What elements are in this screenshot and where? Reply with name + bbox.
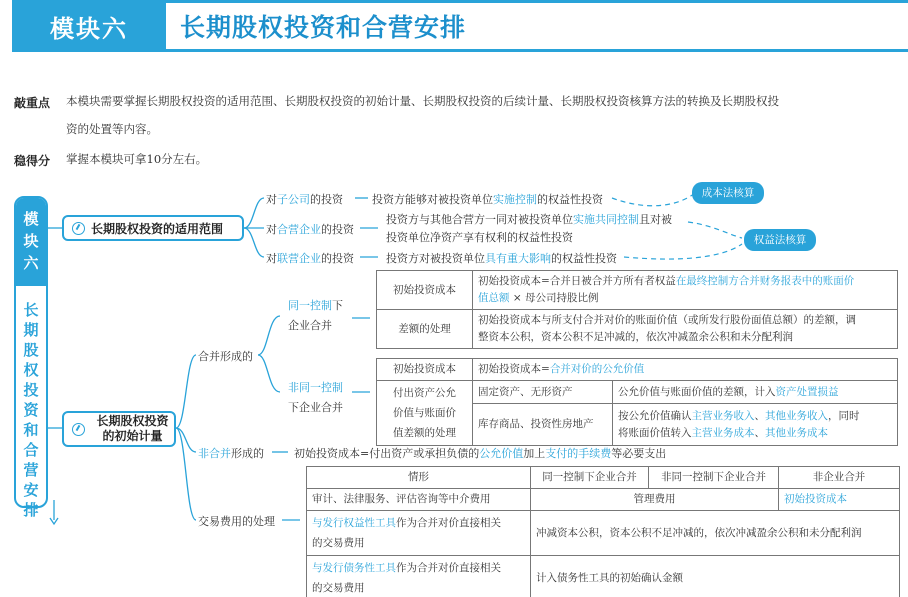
cell-difference: 初始投资成本与所支付合并对价的账面价值（或所发行股份面值总额）的差额，调 整资本公积，资本公积不足冲减的，依次冲减盈余公积和未分配利润 [473,310,898,349]
key-points-text: 本模块需要掌握长期股权投资的适用范围、长期股权投资的初始计量、长期股权投资的后续计量、长期股权投资核算方法的转换及长期股权投 资的处置等内容。 [66,94,779,136]
header-cell: 非企业合并 [779,467,900,489]
header-cell: 情形 [307,467,531,489]
sidebar-title: 长期股权投资和合营安排 [23,301,39,519]
scope-node: 长期股权投资的适用范围 [62,215,244,241]
diff-control-label: 非同一控制 下企业合并 [288,381,343,414]
fees-label: 交易费用的处理 [198,515,275,528]
treatment-cell: 计入债务性工具的初始确认金额 [531,556,900,597]
situation-cell: 与发行债务性工具作为合并对价直接相关 的交易费用 [307,556,531,597]
situation-cell: 审计、法律服务、评估咨询等中介费用 [307,489,531,511]
page-title: 长期股权投资和合营安排 [180,13,467,42]
scope-desc-associate: 投资方对被投资单位具有重大影响的权益性投资 [386,252,617,265]
scope-row-associate: 对联营企业的投资 [266,252,354,265]
cell-side-label: 付出资产公允 价值与账面价 值差额的处理 [377,381,473,446]
treatment-cell: 冲减资本公积，资本公积不足冲减的，依次冲减盈余公积和未分配利润 [531,511,900,556]
key-points-label: 敲重点 [14,96,51,110]
header-cell: 非同一控制下企业合并 [649,467,779,489]
nonmerger-label: 非合并形成的 [198,447,264,460]
cell-label: 初始投资成本 [377,359,473,381]
cell-label: 差额的处理 [377,310,473,349]
fees-table [306,466,900,597]
nonmerger-formula: 初始投资成本=付出资产或承担负债的公允价值加上支付的手续费等必要支出 [294,447,667,460]
scope-desc-joint-venture: 投资方与其他合营方一同对被投资单位实施共同控制且对被 投资单位净资产享有权利的权益性投资 [386,213,672,244]
treatment-cell: 管理费用 [531,489,779,511]
cell-formula: 初始投资成本=合并对价的公允价值 [473,359,898,381]
treatment-cell: 初始投资成本 [779,489,900,511]
same-control-table [376,270,898,349]
scope-row-subsidiary: 对子公司的投资 [266,193,343,206]
same-control-label: 同一控制下 企业合并 [288,299,343,332]
sidebar-module-label: 模块六 [16,198,46,286]
merger-label: 合并形成的 [198,350,253,363]
module-badge: 模块六 [12,0,166,52]
pen-icon [72,222,85,235]
scope-desc-subsidiary: 投资方能够对被投资单位实施控制的权益性投资 [372,193,603,206]
pen-icon [72,423,85,436]
cell-treatment: 公允价值与账面价值的差额，计入资产处置损益 [613,381,898,404]
score-label: 稳得分 [14,154,51,168]
cost-method-badge: 成本法核算 [692,182,764,204]
cell-label: 初始投资成本 [377,271,473,310]
cell-asset: 库存商品、投资性房地产 [473,404,613,446]
cell-asset: 固定资产、无形资产 [473,381,613,404]
initial-node: 长期股权投资的初始计量 [62,411,176,447]
situation-cell: 与发行权益性工具作为合并对价直接相关 的交易费用 [307,511,531,556]
equity-method-badge: 权益法核算 [744,229,816,251]
diff-control-table [376,358,898,446]
scope-row-joint-venture: 对合营企业的投资 [266,223,354,236]
header-cell: 同一控制下企业合并 [531,467,649,489]
cell-treatment: 按公允价值确认主营业务收入、其他业务收入，同时 将账面价值转入主营业务成本、其他业务成本 [613,404,898,446]
score-text: 掌握本模块可拿10分左右。 [66,152,208,166]
cell-formula: 初始投资成本=合并日被合并方所有者权益在最终控制方合并财务报表中的账面价 值总额 × 母公司持股比例 [473,271,898,310]
